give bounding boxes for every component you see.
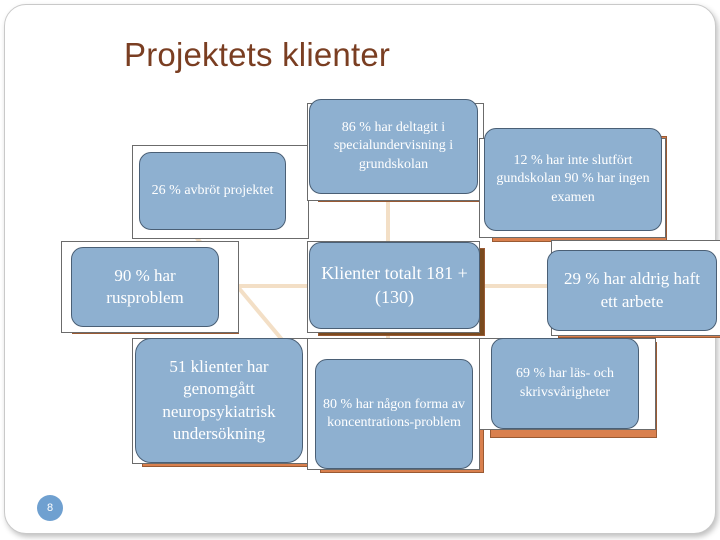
box-bottom: 80 % har någon forma av koncentrations-problem: [315, 359, 473, 469]
box-bottom-right: 69 % har läs- och skrivsvårigheter: [491, 338, 639, 429]
box-top-left: 26 % avbröt projektet: [139, 152, 286, 230]
box-center: Klienter totalt 181 + (130): [309, 242, 480, 329]
page-number-badge: 8: [37, 495, 63, 521]
box-left: 90 % har rusproblem: [71, 247, 219, 327]
box-top: 86 % har deltagit i specialundervisning i grundskolan: [309, 99, 478, 194]
box-top-right: 12 % har inte slutfört gundskolan 90 % har ingen examen: [484, 128, 662, 231]
box-bottom-left: 51 klienter har genomgått neuropsykiatrisk undersökning: [135, 338, 303, 463]
box-right: 29 % har aldrig haft ett arbete: [547, 250, 717, 331]
slide-title: Projektets klienter: [124, 36, 391, 73]
